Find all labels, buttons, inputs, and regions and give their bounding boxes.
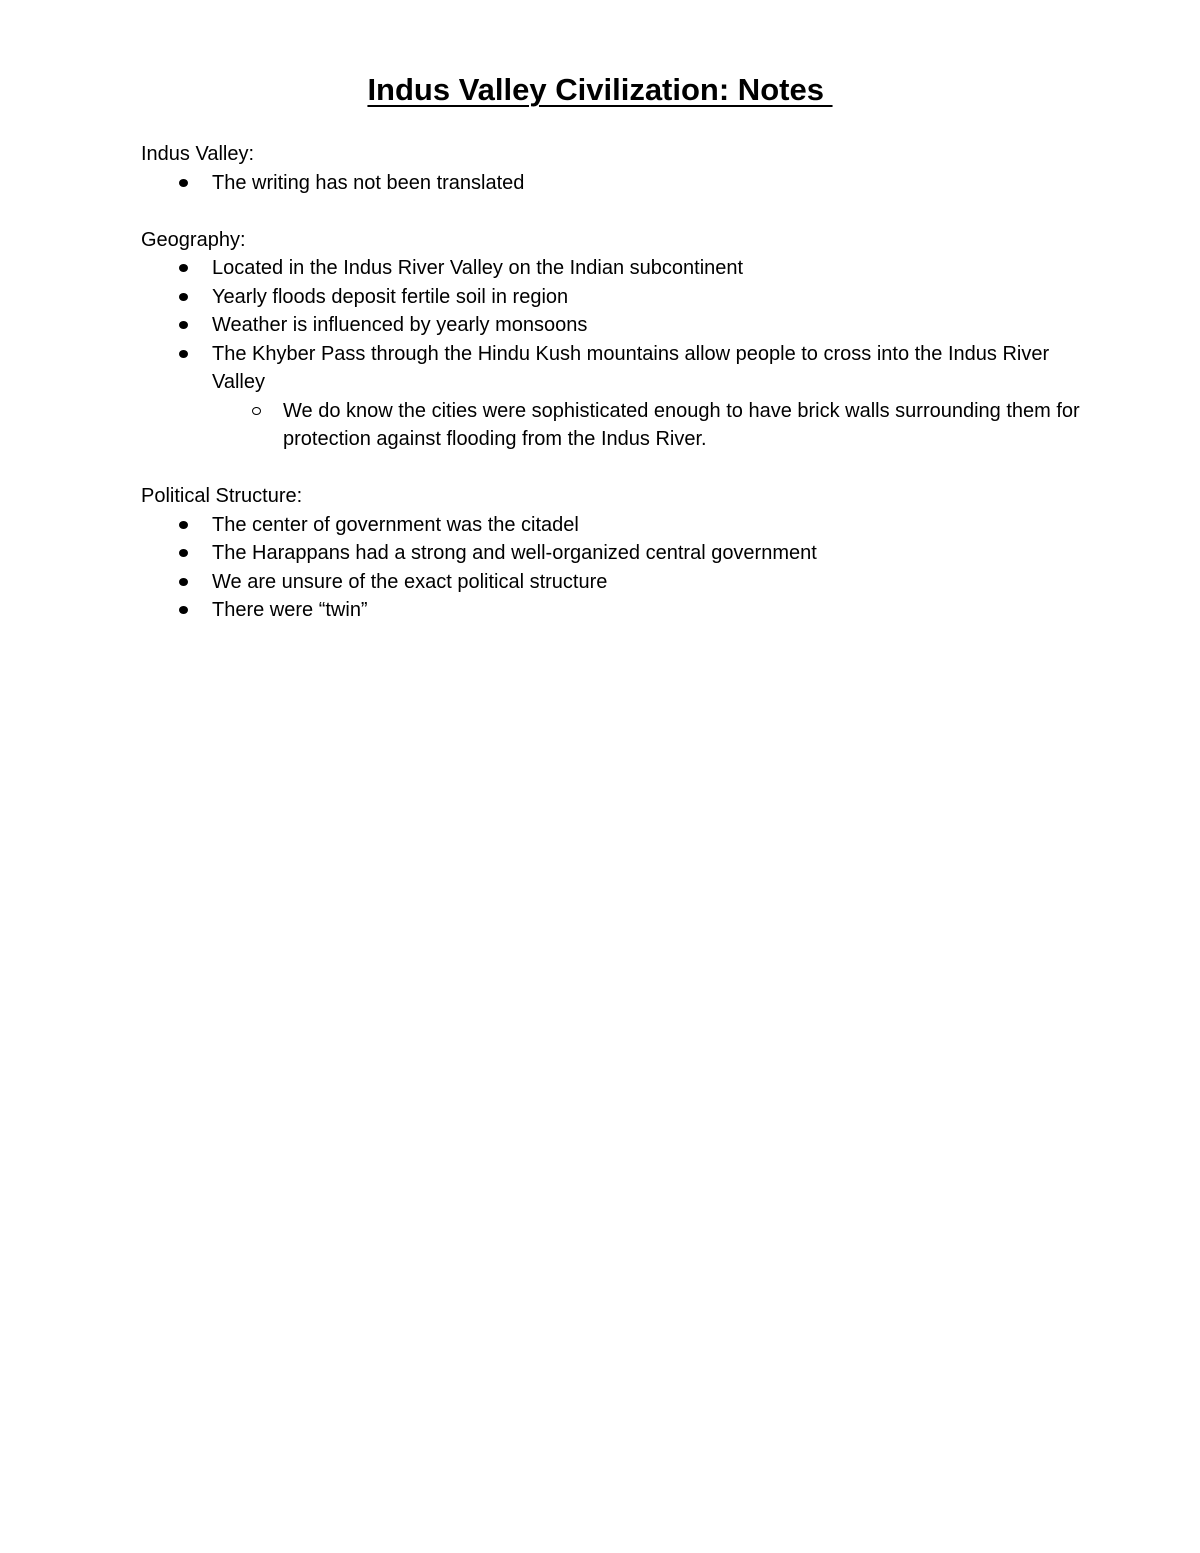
list-item-text: Located in the Indus River Valley on the Indian subcontinent [212, 257, 744, 279]
sub-list-item-text: We do know the cities were sophisticated enough to have brick walls surrounding them for protection against flooding from the Indus River. [283, 399, 1080, 450]
list-item-text: The writing has not been translated [212, 171, 525, 194]
section-heading: Political Structure: [141, 485, 303, 507]
list-item [141, 340, 1081, 454]
list-item [141, 596, 1081, 625]
bullet-icon [179, 578, 188, 586]
list-item [141, 539, 1081, 568]
section-geography [141, 226, 1081, 454]
section-indus-valley [141, 140, 1081, 197]
bullet-icon [179, 606, 188, 614]
list-item-text: The center of government was the citadel [212, 513, 579, 536]
list-item [141, 283, 1081, 312]
list-item [141, 254, 1081, 283]
bullet-list [141, 511, 1081, 625]
document-body [141, 140, 1081, 653]
bullet-icon [179, 350, 188, 358]
list-item-text: The Harappans had a strong and well-organized central government [212, 542, 817, 564]
list-item [141, 169, 1081, 198]
bullet-icon [179, 521, 188, 529]
bullet-icon [179, 179, 188, 187]
sub-bullet-list [212, 397, 1081, 454]
list-item [141, 568, 1081, 597]
list-item [141, 311, 1081, 340]
list-item-text: There were “twin” [212, 599, 368, 621]
bullet-icon [179, 549, 188, 557]
bullet-icon [179, 293, 188, 301]
list-item [141, 511, 1081, 540]
list-item-text: Weather is influenced by yearly monsoons [212, 314, 588, 336]
section-heading: Geography: [141, 228, 246, 251]
document-title: Indus Valley Civilization: Notes [367, 72, 833, 107]
list-item-text: We are unsure of the exact political structure [212, 570, 608, 593]
section-political-structure [141, 482, 1081, 625]
sub-list-item [212, 397, 1081, 454]
bullet-list [141, 254, 1081, 454]
bullet-icon [179, 264, 188, 272]
list-item-text: The Khyber Pass through the Hindu Kush mountains allow people to cross into the Indus River Valley [212, 342, 1050, 393]
bullet-list [141, 169, 1081, 198]
section-heading: Indus Valley: [141, 143, 255, 165]
hollow-circle-bullet-icon [252, 407, 261, 415]
bullet-icon [179, 321, 188, 329]
list-item-text: Yearly floods deposit fertile soil in region [212, 285, 569, 308]
